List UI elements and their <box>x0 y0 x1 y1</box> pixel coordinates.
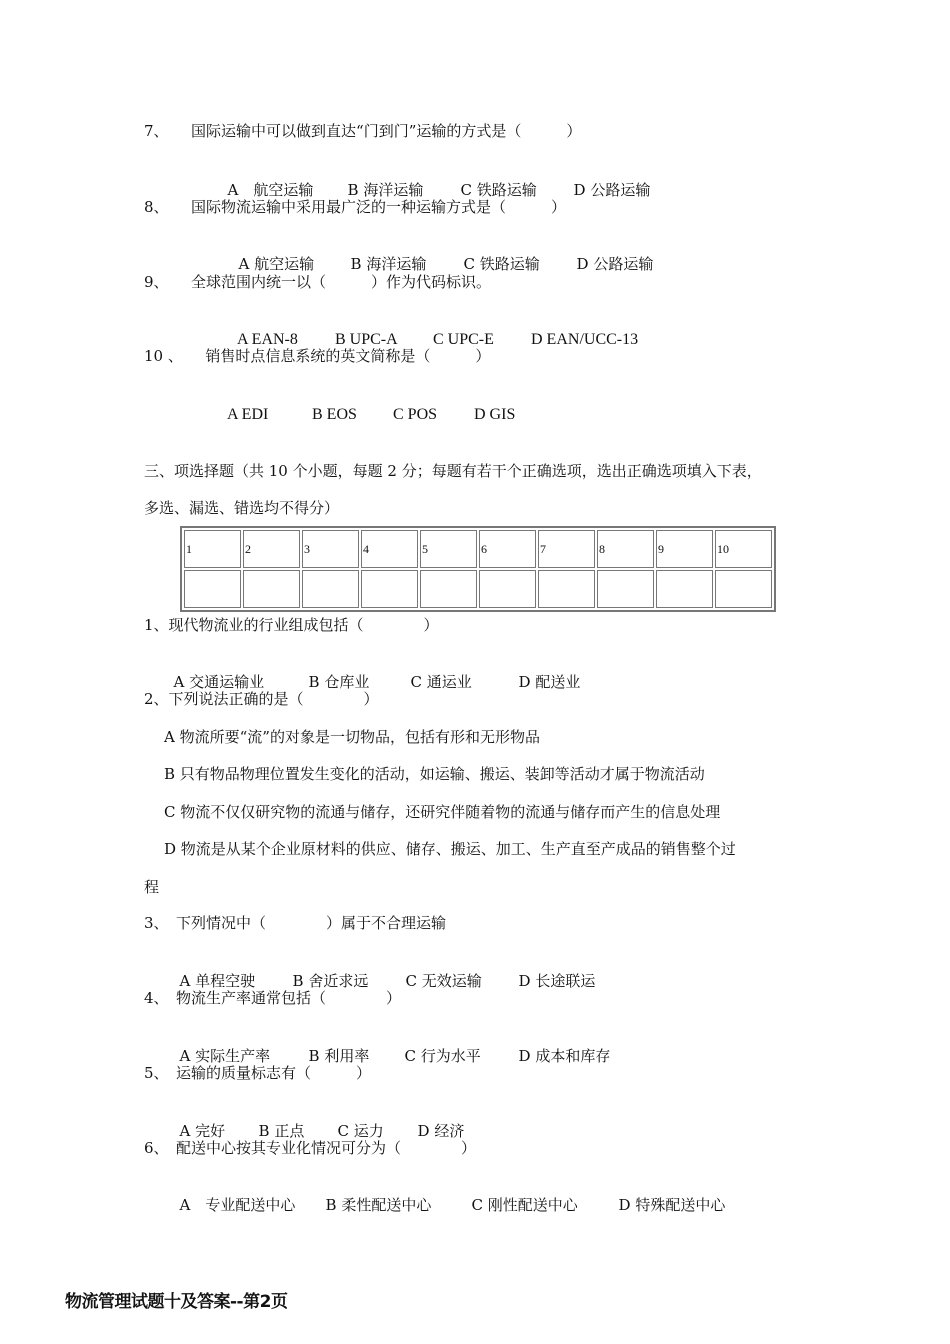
section-3-heading: 三、项选择题（共 10 个小题，每题 2 分；每题有若干个正确选项，选出正确选项填入下表， <box>144 462 762 480</box>
option-d: D 公路运输 <box>576 255 654 273</box>
answer-input-cell[interactable] <box>302 570 359 608</box>
option-d: D GIS <box>474 406 516 423</box>
option-b: B 利用率 <box>308 1047 370 1065</box>
option-c: C 刚性配送中心 <box>471 1196 578 1214</box>
answer-header-cell: 1 <box>184 530 241 568</box>
option-a: A 交通运输业 <box>173 673 265 691</box>
answer-input-cell[interactable] <box>184 570 241 608</box>
option-b: B 舍近求远 <box>292 972 369 990</box>
s3-question-2: 2、下列说法正确的是（ ） <box>144 690 379 708</box>
s3-question-3-options <box>170 951 595 991</box>
answer-header-cell: 6 <box>479 530 536 568</box>
option-c: C 无效运输 <box>405 972 482 990</box>
answer-header-cell: 5 <box>420 530 477 568</box>
option-d: D 特殊配送中心 <box>618 1196 726 1214</box>
s3-question-4: 4、 物流生产率通常包括（ ） <box>144 989 402 1007</box>
s3-question-2-option-a: A 物流所要“流”的对象是一切物品，包括有形和无形物品 <box>164 728 540 746</box>
option-d: D 公路运输 <box>573 181 651 199</box>
answer-table-input-row <box>184 570 772 608</box>
answer-header-cell: 2 <box>243 530 300 568</box>
answer-header-cell: 7 <box>538 530 595 568</box>
option-c: C 行为水平 <box>404 1047 481 1065</box>
option-a: A 完好 <box>179 1122 226 1140</box>
option-b: B EOS <box>312 406 357 423</box>
answer-header-cell: 8 <box>597 530 654 568</box>
s3-question-6: 6、 配送中心按其专业化情况可分为（ ） <box>144 1139 477 1157</box>
s3-question-2-option-b: B 只有物品物理位置发生变化的活动，如运输、搬运、装卸等活动才属于物流活动 <box>164 765 705 783</box>
answer-input-cell[interactable] <box>538 570 595 608</box>
option-b: B 正点 <box>258 1122 305 1140</box>
option-d: D 经济 <box>417 1122 465 1140</box>
answer-table-header-row <box>184 530 772 568</box>
question-9: 9、 全球范围内统一以（ ）作为代码标识。 <box>144 273 492 291</box>
answer-input-cell[interactable] <box>420 570 477 608</box>
answer-input-cell[interactable] <box>479 570 536 608</box>
answer-header-cell: 4 <box>361 530 418 568</box>
answer-header-cell: 9 <box>656 530 713 568</box>
option-a: A 专业配送中心 <box>179 1196 296 1214</box>
section-3-heading-line-2: 多选、漏选、错选均不得分） <box>144 499 340 517</box>
option-c: C 通运业 <box>410 673 472 691</box>
answer-input-cell[interactable] <box>656 570 713 608</box>
option-c: C 铁路运输 <box>463 255 540 273</box>
option-d: D 配送业 <box>518 673 581 691</box>
s3-question-5: 5、 运输的质量标志有（ ） <box>144 1064 372 1082</box>
option-a: A 航空运输 <box>227 181 314 199</box>
question-9-options <box>229 310 638 350</box>
option-c: C 运力 <box>337 1122 384 1140</box>
question-8-options <box>229 234 653 274</box>
answer-header-cell: 3 <box>302 530 359 568</box>
option-b: B UPC-A <box>335 331 398 348</box>
question-7-options <box>218 160 650 200</box>
option-a: A 实际生产率 <box>179 1047 271 1065</box>
option-c: C UPC-E <box>433 331 494 348</box>
s3-question-2-option-d: D 物流是从某个企业原材料的供应、储存、搬运、加工、生产直至产成品的销售整个过 <box>164 840 736 858</box>
answer-input-cell[interactable] <box>597 570 654 608</box>
answer-table <box>180 526 776 612</box>
option-b: B 仓库业 <box>308 673 370 691</box>
option-a: A 单程空驶 <box>179 972 256 990</box>
answer-input-cell[interactable] <box>243 570 300 608</box>
s3-question-4-options <box>170 1026 610 1066</box>
answer-input-cell[interactable] <box>361 570 418 608</box>
option-d: D EAN/UCC-13 <box>531 331 639 348</box>
option-a: A EDI <box>227 406 269 423</box>
s3-question-2-option-c: C 物流不仅仅研究物的流通与储存，还研究伴随着物的流通与储存而产生的信息处理 <box>164 803 721 821</box>
option-a: A EAN-8 <box>237 331 298 348</box>
option-d: D 成本和库存 <box>518 1047 611 1065</box>
s3-question-2-option-d-cont: 程 <box>144 878 160 896</box>
option-b: B 海洋运输 <box>350 255 427 273</box>
option-c: C POS <box>393 406 438 423</box>
question-10: 10 、 销售时点信息系统的英文简称是（ ） <box>144 347 491 365</box>
option-b: B 柔性配送中心 <box>325 1196 432 1214</box>
question-10-options <box>219 385 515 425</box>
option-c: C 铁路运输 <box>460 181 537 199</box>
answer-input-cell[interactable] <box>715 570 772 608</box>
s3-question-5-options <box>170 1101 464 1141</box>
option-b: B 海洋运输 <box>347 181 424 199</box>
page-footer: 物流管理试题十及答案--第2页 <box>65 1292 288 1312</box>
s3-question-6-options <box>170 1175 725 1215</box>
question-8: 8、 国际物流运输中采用最广泛的一种运输方式是（ ） <box>144 198 567 216</box>
option-a: A 航空运输 <box>238 255 315 273</box>
s3-question-3: 3、 下列情况中（ ）属于不合理运输 <box>144 914 447 932</box>
s3-question-1-options <box>164 652 580 692</box>
answer-header-cell: 10 <box>715 530 772 568</box>
option-d: D 长途联运 <box>518 972 596 990</box>
question-7: 7、 国际运输中可以做到直达“门到门”运输的方式是（ ） <box>144 122 582 140</box>
s3-question-1: 1、现代物流业的行业组成包括（ ） <box>144 616 439 634</box>
